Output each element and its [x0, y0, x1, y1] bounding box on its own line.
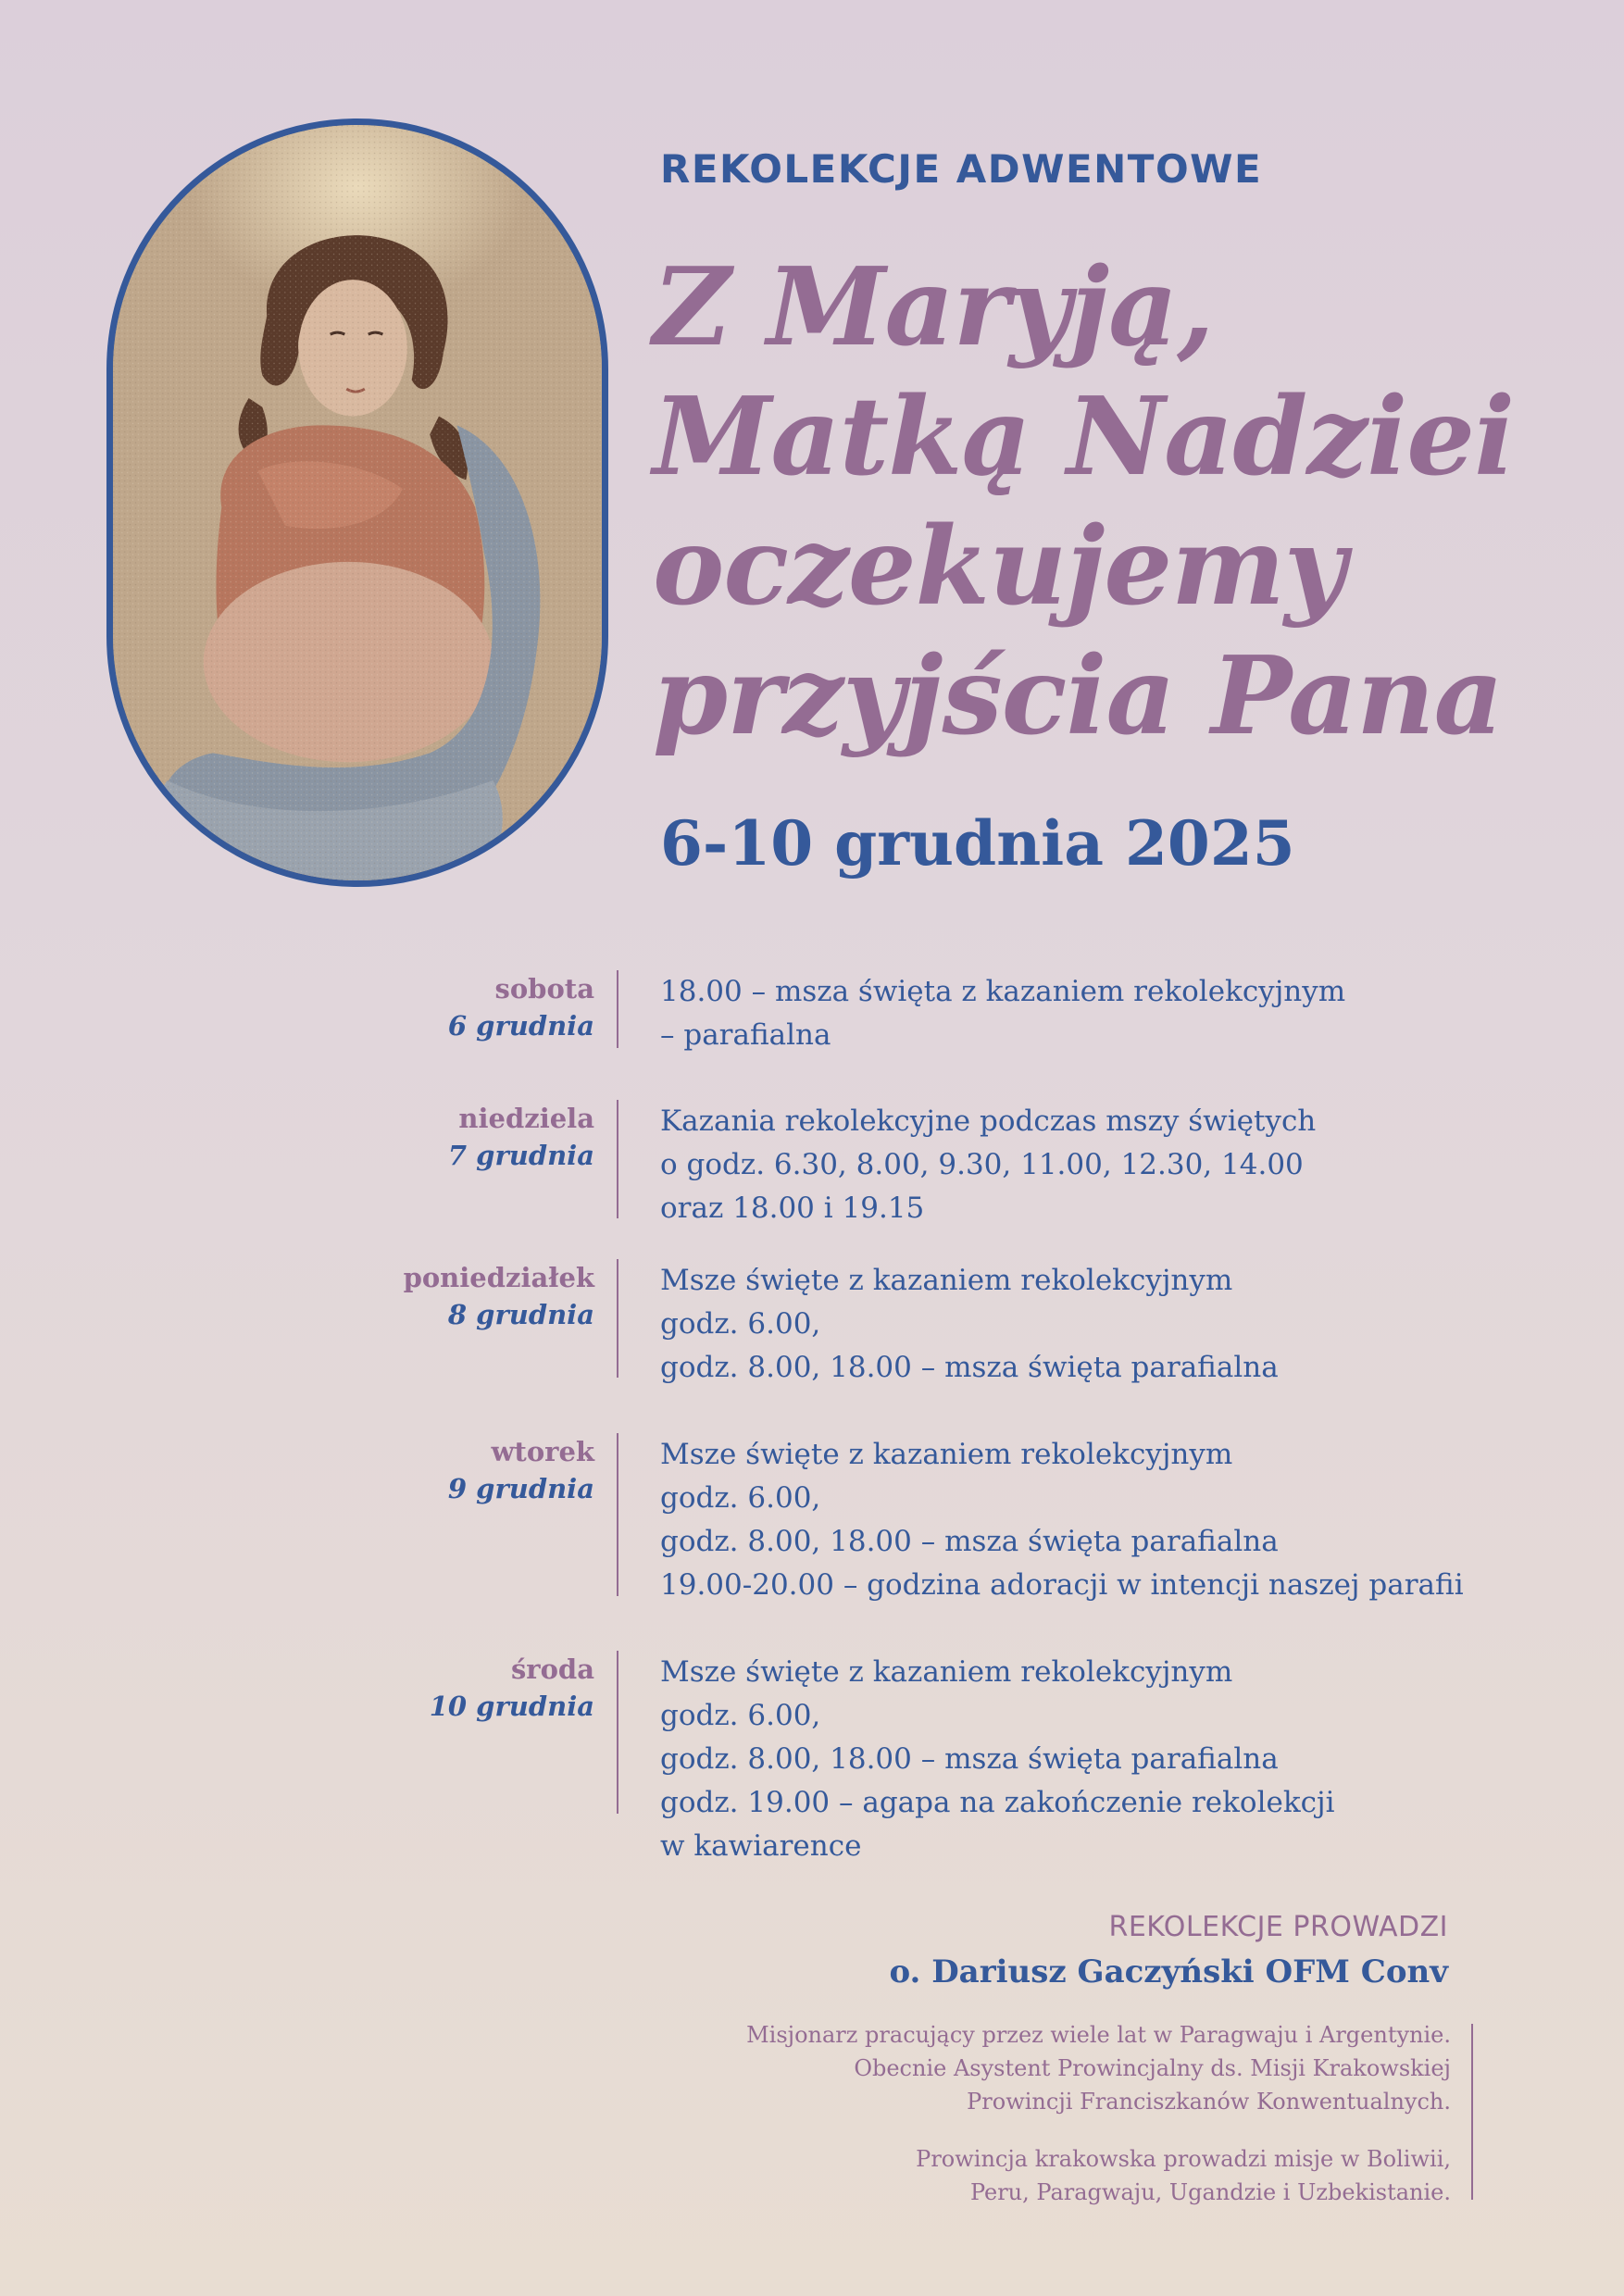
detail-line: Msze święte z kazaniem rekolekcyjnym — [660, 1264, 1233, 1297]
day-divider — [617, 1651, 618, 1814]
day-label — [430, 1651, 594, 1725]
day-details — [660, 1651, 1493, 1868]
page-title — [653, 243, 1579, 761]
leader-name: o. Dariusz Gaczyński OFM Conv — [889, 1953, 1448, 1990]
detail-line: – parafialna — [660, 1018, 831, 1052]
event-kicker: REKOLEKCJE ADWENTOWE — [660, 146, 1263, 192]
day-date: 9 grudnia — [447, 1473, 594, 1504]
detail-line: godz. 19.00 – agapa na zakończenie rekolekcji — [660, 1786, 1335, 1819]
day-divider — [617, 1433, 618, 1596]
detail-line: Kazania rekolekcyjne podczas mszy świętych — [660, 1104, 1317, 1138]
detail-line: godz. 6.00, — [660, 1307, 821, 1341]
day-label — [448, 1100, 594, 1174]
detail-line: w kawiarence — [660, 1829, 862, 1863]
detail-line: 18.00 – msza święta z kazaniem rekolekcyjnym — [660, 975, 1346, 1008]
mission-line: Peru, Paragwaju, Ugandzie i Uzbekistanie. — [969, 2179, 1451, 2205]
day-name: niedziela — [458, 1103, 594, 1134]
bio-divider — [1471, 2024, 1473, 2200]
day-divider — [617, 1100, 618, 1218]
detail-line: 19.00-20.00 – godzina adoracji w intencji naszej parafii — [660, 1568, 1464, 1602]
detail-line: Msze święte z kazaniem rekolekcyjnym — [660, 1438, 1233, 1471]
day-name: środa — [510, 1653, 594, 1685]
detail-line: godz. 8.00, 18.00 – msza święta parafialna — [660, 1351, 1279, 1384]
day-divider — [617, 970, 618, 1048]
title-line: przyjścia Pana — [653, 633, 1503, 759]
madonna-portrait — [106, 119, 608, 887]
detail-line: godz. 8.00, 18.00 – msza święta parafialna — [660, 1742, 1279, 1776]
bio-line: Misjonarz pracujący przez wiele lat w Paragwaju i Argentynie. — [746, 2022, 1451, 2048]
detail-line: godz. 6.00, — [660, 1699, 821, 1732]
day-divider — [617, 1259, 618, 1378]
detail-line: Msze święte z kazaniem rekolekcyjnym — [660, 1655, 1233, 1689]
detail-line: o godz. 6.30, 8.00, 9.30, 11.00, 12.30, 14.00 — [660, 1148, 1304, 1181]
bio-line: Obecnie Asystent Prowincjalny ds. Misji Krakowskiej — [854, 2055, 1451, 2081]
day-label — [448, 970, 594, 1044]
day-name: wtorek — [491, 1436, 594, 1467]
detail-line: godz. 8.00, 18.00 – msza święta parafialna — [660, 1525, 1279, 1558]
bio-spacer — [746, 2118, 1451, 2142]
day-label — [448, 1433, 594, 1507]
title-line: oczekujemy — [653, 504, 1346, 630]
detail-line: oraz 18.00 i 19.15 — [660, 1192, 925, 1225]
day-details — [660, 1433, 1493, 1607]
day-name: sobota — [494, 973, 594, 1004]
day-details — [660, 1259, 1493, 1390]
day-date: 8 grudnia — [447, 1299, 594, 1330]
bio-line: Prowincji Franciszkanów Konwentualnych. — [967, 2089, 1451, 2115]
title-line: Z Maryją, — [653, 244, 1214, 370]
day-date: 10 grudnia — [429, 1691, 594, 1722]
day-details — [660, 970, 1493, 1057]
day-details — [660, 1100, 1493, 1230]
event-dates: 6-10 grudnia 2025 — [660, 807, 1295, 880]
day-date: 7 grudnia — [447, 1140, 594, 1171]
day-label — [404, 1259, 594, 1333]
day-name: poniedziałek — [403, 1262, 594, 1293]
detail-line: godz. 6.00, — [660, 1481, 821, 1515]
leader-kicker: REKOLEKCJE PROWADZI — [1108, 1911, 1448, 1943]
madonna-illustration — [113, 125, 602, 880]
mission-line: Prowincja krakowska prowadzi misje w Boliwii, — [916, 2146, 1451, 2172]
day-date: 6 grudnia — [447, 1010, 594, 1042]
title-line: Matką Nadziei — [653, 374, 1515, 500]
leader-bio — [746, 2018, 1451, 2209]
